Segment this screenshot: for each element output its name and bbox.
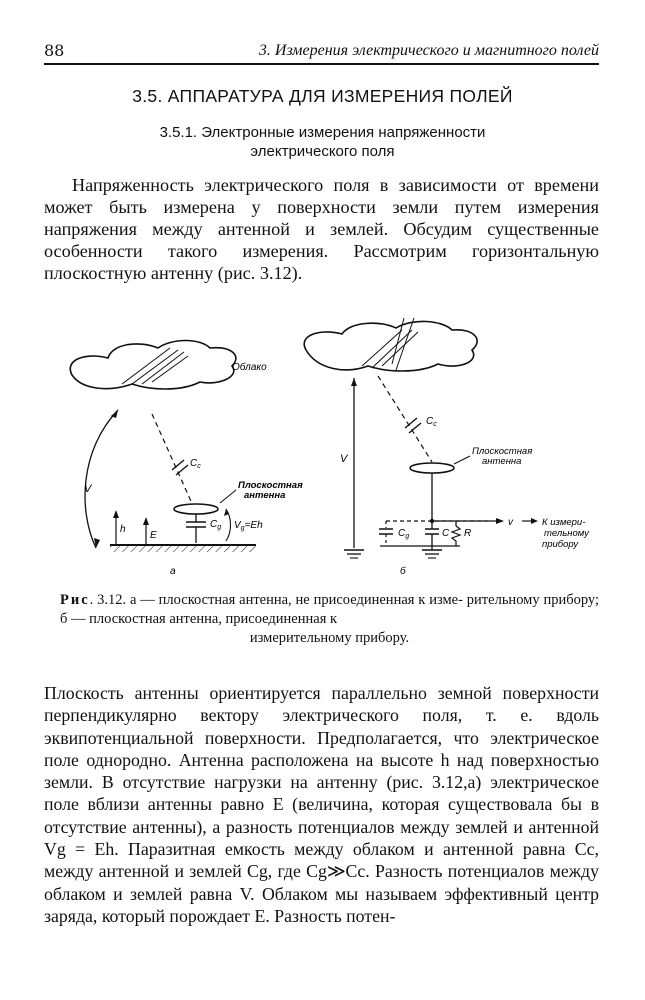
resistor-r (452, 526, 460, 546)
diagram-a (70, 341, 303, 578)
caption-text-2: рительному прибору; б — плоскостная антенна, присоединенная к (60, 592, 599, 627)
v-label-a: V (84, 483, 92, 495)
antenna-label-a-2: антенна (244, 490, 286, 501)
v-arc-arrow (85, 410, 118, 548)
panel-letter-a: а (170, 566, 176, 577)
subsection-title-line1: 3.5.1. Электронные измерения напряженности (159, 124, 486, 141)
cc-dashed-line-a (152, 414, 194, 508)
c-label-b: C (442, 528, 450, 539)
vg-label-a: $V_g=Eh$ (234, 520, 263, 532)
section-title: 3.5. АППАРАТУРА ДЛЯ ИЗМЕРЕНИЯ ПОЛЕЙ (132, 86, 513, 106)
cloud-b-shape (304, 321, 477, 371)
cg-label-b: $C_g$ (398, 528, 410, 540)
paragraph-2: Плоскость антенны ориентируется параллельно земной поверхности перпендикулярно вектору электрического поля, т. е. вдоль эквипотенциальной поверхности. Предполагается, что электрическое поле однородно. Антенна расположена на высоте h над поверхностью земли. В отсутствие нагрузки на антенну (рис. 3.12,а) электрическое поле вблизи антенны равно E (величина, которая существовала бы в отсутствие антенны), а разность потенциалов между землей и антенной Vg = Eh. Паразитная емкость между облаком и антенной равна Cc, между антенной и землей Cg, где Cg≫Cc. Разность потенциалов между облаком и землей равна V. Облаком мы называем эффективный центр заряда, который порождает E. Разность потен- (44, 683, 599, 926)
cc-dashed-line-b (378, 376, 432, 462)
out-label-3: прибору (542, 539, 579, 550)
cg-label-a: $C_g$ (210, 519, 222, 531)
running-title: 3. Измерения электрического и магнитного полей (258, 42, 599, 59)
cloud-label: Облако (232, 362, 267, 373)
antenna-label-a-1: Плоскостная (238, 480, 303, 491)
cc-label-b: $C_c$ (426, 416, 437, 428)
cc-label-a: $C_c$ (190, 458, 201, 470)
antenna-label-b-1: Плоскостная (472, 446, 533, 457)
panel-letter-b: б (400, 566, 406, 577)
out-label-2: тельному (544, 528, 589, 539)
antenna-label-b-2: антенна (482, 456, 522, 467)
subsection-title (60, 123, 585, 161)
plate-antenna-b (410, 463, 454, 473)
caption-text-1: . 3.12. а — плоскостная антенна, не присоединенная к изме- (89, 592, 463, 608)
figure-3-12 (60, 300, 605, 590)
paragraph-1: Напряженность электрического поля в зависимости от времени может быть измерена у поверхности земли путем измерения напряжения между антенной и землей. Обсудим существенные особенности такого измерения. Рассмотрим горизонтальную плоскостную антенну (рис. 3.12). (44, 175, 599, 283)
caption-label: Рис (60, 592, 90, 608)
plate-antenna-a (174, 504, 218, 514)
h-label: h (120, 524, 126, 535)
figure-caption (60, 591, 599, 648)
caption-text-3: измерительному прибору. (249, 630, 410, 646)
v-label-b: V (340, 453, 348, 465)
r-label-b: R (464, 528, 472, 539)
out-v-label: v (508, 517, 513, 528)
out-label-1: К измери- (542, 517, 586, 528)
page-number: 88 (44, 41, 65, 60)
diagram-b (304, 318, 590, 577)
e-label: E (150, 530, 157, 541)
page-header (44, 36, 599, 65)
subsection-title-line2: электрического поля (250, 143, 395, 160)
